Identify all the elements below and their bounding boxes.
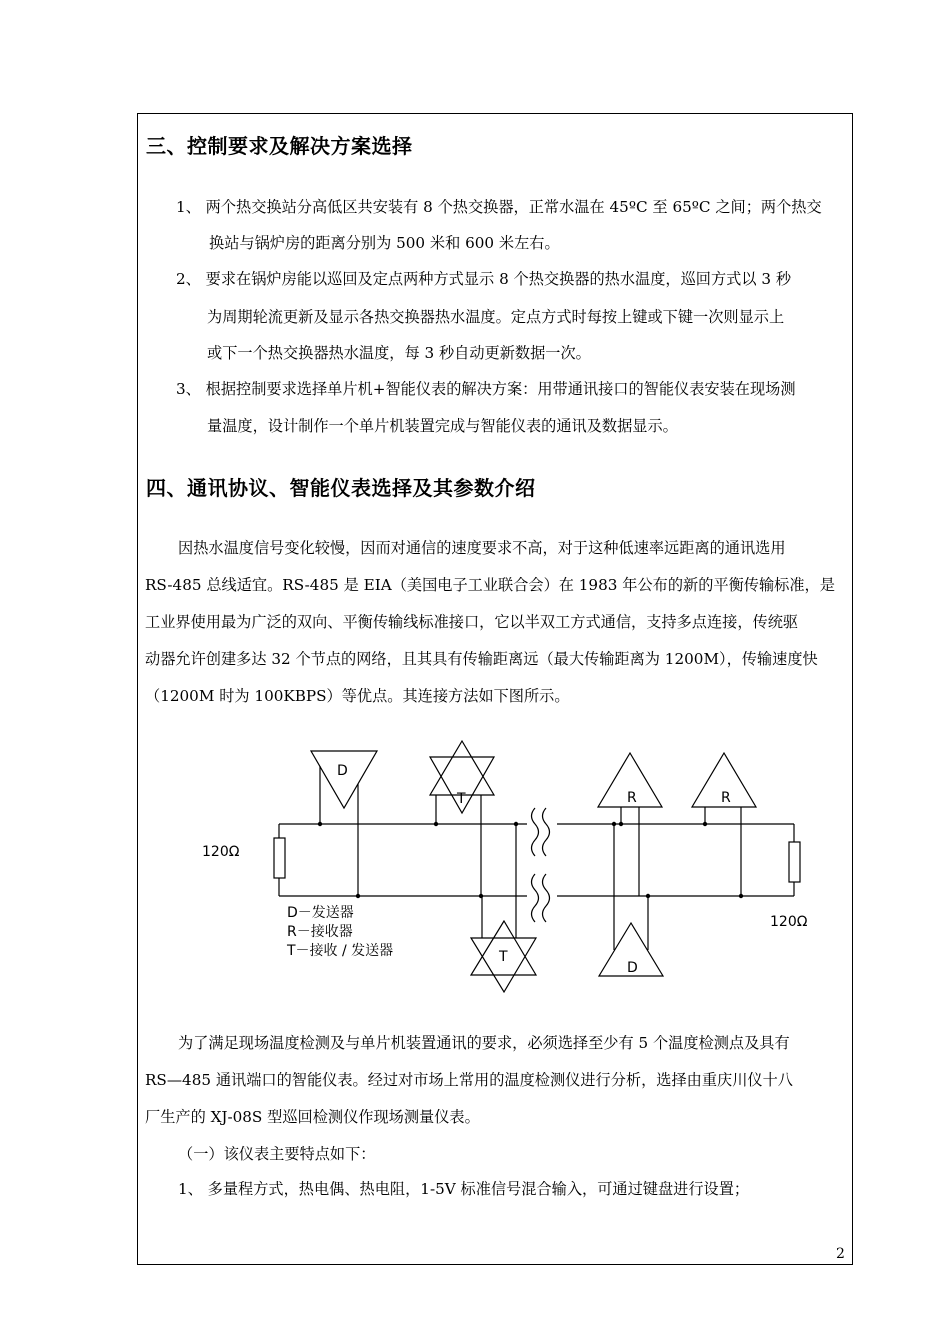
s4-para2-line1: 为了满足现场温度检测及与单片机装置通讯的要求，必须选择至少有 5 个温度检测点及具有: [178, 1034, 790, 1052]
s4-sub-heading: （一）该仪表主要特点如下：: [178, 1145, 376, 1163]
s4-para2-line3: 厂生产的 XJ-08S 型巡回检测仪作现场测量仪表。: [145, 1108, 480, 1126]
s3-item1-line1: 1、 两个热交换站分高低区共安装有 8 个热交换器，正常水温在 45ºC 至 65ºC 之间；两个热交: [176, 198, 822, 216]
legend-d: D－发送器: [287, 905, 354, 921]
s3-item1-line2: 换站与锅炉房的距离分别为 500 米和 600 米左右。: [209, 234, 560, 252]
s4-para1-line4: 动器允许创建多达 32 个节点的网络，且其具有传输距离远（最大传输距离为 1200M），传输速度快: [145, 650, 818, 668]
legend-r: R－接收器: [287, 924, 353, 940]
page-number: 2: [836, 1246, 845, 1262]
section3-heading: 三、控制要求及解决方案选择: [146, 134, 413, 158]
section4-heading: 四、通讯协议、智能仪表选择及其参数介绍: [146, 476, 536, 500]
receiver-label-2: R: [721, 790, 731, 806]
s4-feature1: 1、 多量程方式，热电偶、热电阻，1-5V 标准信号混合输入，可通过键盘进行设置；: [178, 1180, 750, 1198]
transmitter-label-top: D: [337, 763, 348, 779]
s3-item2-line2: 为周期轮流更新及显示各热交换器热水温度。定点方式时每按上键或下键一次则显示上: [207, 308, 785, 326]
s4-para1-line2: RS-485 总线适宜。RS-485 是 EIA（美国电子工业联合会）在 1983 年公布的新的平衡传输标准，是: [145, 576, 835, 594]
resistor-left-label: 120Ω: [202, 844, 240, 860]
transmitter-label-bottom: D: [627, 960, 638, 976]
s3-item3-line1: 3、 根据控制要求选择单片机+智能仪表的解决方案：用带通讯接口的智能仪表安装在现场测: [176, 380, 796, 398]
receiver-label-1: R: [627, 790, 637, 806]
legend-t: T－接收 / 发送器: [287, 943, 394, 959]
transceiver-label-bottom: T: [499, 949, 508, 965]
s3-item2-line1: 2、 要求在锅炉房能以巡回及定点两种方式显示 8 个热交换器的热水温度，巡回方式以 3 秒: [176, 270, 792, 288]
transceiver-label-top: T: [457, 791, 466, 807]
s4-para1-line5: （1200M 时为 100KBPS）等优点。其连接方法如下图所示。: [145, 687, 570, 705]
resistor-right-label: 120Ω: [770, 914, 808, 930]
s3-item2-line3: 或下一个热交换器热水温度，每 3 秒自动更新数据一次。: [207, 344, 591, 362]
s4-para1-line1: 因热水温度信号变化较慢，因而对通信的速度要求不高，对于这种低速率远距离的通讯选用: [178, 539, 786, 557]
s3-item3-line2: 量温度，设计制作一个单片机装置完成与智能仪表的通讯及数据显示。: [207, 417, 678, 435]
s4-para1-line3: 工业界使用最为广泛的双向、平衡传输线标准接口，它以半双工方式通信，支持多点连接，传统驱: [145, 613, 799, 631]
s4-para2-line2: RS—485 通讯端口的智能仪表。经过对市场上常用的温度检测仪进行分析，选择由重庆川仪十八: [145, 1071, 793, 1089]
